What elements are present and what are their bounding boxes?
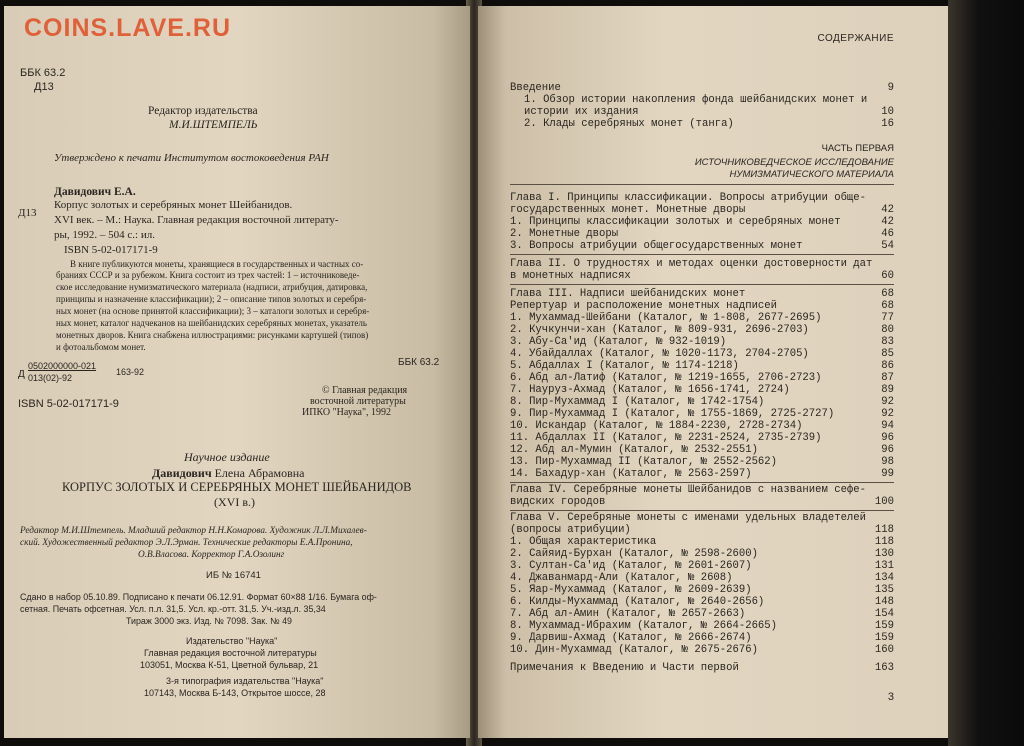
code-denominator: 013(02)-92 — [28, 373, 73, 383]
toc-row[interactable]: 2. Сайяид-Бурхан (Каталог, № 2598-2600) 130 — [510, 548, 894, 560]
toc-row[interactable]: Глава IV. Серебряные монеты Шейбанидов с названием сефе- — [510, 484, 867, 496]
divider — [510, 510, 894, 511]
bib-line-1: Корпус золотых и серебряных монет Шейбанидов. — [54, 199, 293, 211]
print-line-1: Сдано в набор 05.10.89. Подписано к печати 06.12.91. Формат 60×88 1/16. Бумага оф- — [20, 592, 377, 602]
part-title-1: ИСТОЧНИКОВЕДЧЕСКОЕ ИССЛЕДОВАНИЕ — [694, 157, 894, 168]
bib-line-3: ры, 1992. – 504 с.: ил. — [54, 229, 155, 241]
credits-line-1: Редактор М.И.Штемпель. Младший редактор Н.Н.Комарова. Художник Л.Л.Михалев- — [20, 526, 367, 536]
index-code: Д13 — [18, 207, 37, 219]
d13-code: Д13 — [34, 81, 54, 93]
toc-row[interactable]: 14. Бахадур-хан (Каталог, № 2563-2597) 99 — [510, 468, 894, 480]
toc-row[interactable]: 4. Убайдаллах (Каталог, № 1020-1173, 2704-2705) 85 — [510, 348, 894, 360]
toc-row[interactable]: 8. Пир-Мухаммад I (Каталог, № 1742-1754) 92 — [510, 396, 894, 408]
site-watermark: COINS.LAVE.RU — [24, 14, 231, 42]
toc-row[interactable]: 4. Джаванмард-Али (Каталог, № 2608) 134 — [510, 572, 894, 584]
toc-row[interactable]: 1. Обзор истории накопления фонда шейбанидских монет и — [524, 94, 868, 106]
toc-row[interactable]: 5. Яар-Мухаммад (Каталог, № 2609-2639) 135 — [510, 584, 894, 596]
toc-row[interactable]: Глава I. Принципы классификации. Вопросы атрибуции обще- — [510, 192, 867, 204]
print-line-3: Тираж 3000 экз. Изд. № 7098. Зак. № 49 — [126, 616, 292, 626]
typography-2: 107143, Москва Б-143, Открытое шоссе, 28 — [144, 688, 326, 698]
toc-row[interactable]: 10. Дин-Мухаммад (Каталог, № 2675-2676) 160 — [510, 644, 894, 656]
toc-row[interactable]: 2. Кучкунчи-хан (Каталог, № 809-931, 2696-2703) 80 — [510, 324, 894, 336]
isbn-2: ISBN 5-02-017171-9 — [18, 398, 119, 410]
book-title: КОРПУС ЗОЛОТЫХ И СЕРЕБРЯНЫХ МОНЕТ ШЕЙБАНИДОВ — [62, 480, 412, 494]
toc-row[interactable]: 10. Искандар (Каталог, № 1884-2230, 2728-2734) 94 — [510, 420, 894, 432]
toc-row[interactable]: 13. Пир-Мухаммад II (Каталог, № 2552-2562) 98 — [510, 456, 894, 468]
abstract-line-4: принципы и назначение классификации); 2 – описание типов золотых и серебря- — [56, 294, 367, 304]
right-page — [478, 6, 948, 738]
author-full — [152, 467, 304, 479]
toc-row[interactable]: в монетных надписях 60 — [510, 270, 894, 282]
toc-row[interactable]: Введение 9 — [510, 82, 894, 94]
author-short: Давидович Е.А. — [54, 186, 136, 198]
left-page — [4, 6, 470, 738]
code-d: Д — [18, 369, 25, 380]
copyright-3: ИПКО "Наука", 1992 — [302, 407, 392, 418]
author-surname: Давидович — [152, 466, 212, 480]
credits-line-2: ский. Художественный редактор Э.Л.Эрман. Технические редакторы Е.А.Пронина, — [20, 538, 353, 548]
scientific-edition: Научное издание — [184, 450, 270, 464]
editor-title: Редактор издательства — [148, 105, 258, 117]
toc-row[interactable]: 7. Науруз-Ахмад (Каталог, № 1656-1741, 2724) 89 — [510, 384, 894, 396]
toc-row[interactable]: 6. Килды-Мухаммад (Каталог, № 2640-2656) 148 — [510, 596, 894, 608]
credits-line-3: О.В.Власова. Корректор Г.А.Озолинг — [138, 550, 285, 560]
page-number: 3 — [887, 691, 894, 703]
toc-row[interactable]: истории их издания 10 — [524, 106, 894, 118]
abstract-line-6: ных монет, каталог надчеканов на шейбанидских серебряных монетах, указатель — [56, 318, 367, 328]
publisher-2: Главная редакция восточной литературы — [144, 648, 317, 658]
part-title-2: НУМИЗМАТИЧЕСКОГО МАТЕРИАЛА — [729, 169, 894, 180]
copyright-1: © Главная редакция — [322, 385, 408, 396]
toc-row[interactable]: 7. Абд ал-Амин (Каталог, № 2657-2663) 154 — [510, 608, 894, 620]
contents-header: СОДЕРЖАНИЕ — [817, 33, 894, 44]
bbk-code: ББК 63.2 — [20, 67, 66, 79]
ib-number: ИБ № 16741 — [206, 570, 261, 581]
toc-row[interactable]: 1. Мухаммад-Шейбани (Каталог, № 1-808, 2677-2695) 77 — [510, 312, 894, 324]
toc-row-notes[interactable]: Примечания к Введению и Части первой 163 — [510, 662, 894, 674]
bib-line-2: XVI век. – М.: Наука. Главная редакция восточной литерату- — [54, 214, 339, 226]
abstract-line-3: ское исследование нумизматического материала (надписи, атрибуция, датировка, — [56, 282, 368, 292]
publisher-3: 103051, Москва К-51, Цветной бульвар, 21 — [140, 660, 319, 670]
abstract-line-2: браниях СССР и за рубежом. Книга состоит из трех частей: 1 – источниковеде- — [56, 270, 360, 280]
divider — [510, 184, 894, 185]
toc-row[interactable]: 2. Монетные дворы 46 — [510, 228, 894, 240]
abstract-line-8: и фотоальбомом монет. — [56, 342, 146, 352]
toc-row[interactable]: 3. Вопросы атрибуции общегосударственных монет 54 — [510, 240, 894, 252]
code-numerator: 0502000000-021 — [28, 361, 97, 371]
toc-row[interactable]: Репертуар и расположение монетных надписей 68 — [510, 300, 894, 312]
toc-row[interactable]: 3. Абу-Са'ид (Каталог, № 932-1019) 83 — [510, 336, 894, 348]
approved-line: Утверждено к печати Институтом востоковедения РАН — [54, 152, 329, 164]
toc-row[interactable]: 6. Абд ал-Латиф (Каталог, № 1219-1655, 2706-2723) 87 — [510, 372, 894, 384]
author-given: Елена Абрамовна — [211, 466, 305, 480]
toc-row[interactable]: 12. Абд ал-Мумин (Каталог, № 2532-2551) 96 — [510, 444, 894, 456]
divider — [510, 284, 894, 285]
book-edge-shadow — [948, 0, 1024, 746]
toc-row[interactable]: 1. Общая характеристика 118 — [510, 536, 894, 548]
divider — [510, 482, 894, 483]
editor-name: М.И.ШТЕМПЕЛЬ — [169, 119, 258, 131]
toc-row[interactable]: 2. Клады серебряных монет (танга) 16 — [524, 118, 894, 130]
part-one-label: ЧАСТЬ ПЕРВАЯ — [821, 143, 894, 154]
toc-row[interactable]: государственных монет. Монетные дворы 42 — [510, 204, 894, 216]
bib-isbn: ISBN 5-02-017171-9 — [64, 244, 158, 256]
publisher-1: Издательство "Наука" — [186, 636, 278, 646]
toc-row[interactable]: 1. Принципы классификации золотых и серебряных монет 42 — [510, 216, 894, 228]
book-century: (XVI в.) — [214, 495, 255, 509]
abstract-line-5: ных монет (на основе принятой классификации); 3 – каталоги золотых и серебря- — [56, 306, 370, 316]
toc-row[interactable]: 3. Султан-Са'ид (Каталог, № 2601-2607) 131 — [510, 560, 894, 572]
copyright-2: восточной литературы — [310, 396, 406, 407]
toc-row[interactable]: Глава III. Надписи шейбанидских монет 68 — [510, 288, 894, 300]
toc-row[interactable]: 9. Пир-Мухаммад I (Каталог, № 1755-1869, 2725-2727) 92 — [510, 408, 894, 420]
toc-row[interactable]: Глава V. Серебряные монеты с именами удельных владетелей — [510, 512, 867, 524]
bbk-code-2: ББК 63.2 — [398, 357, 440, 368]
toc-row[interactable]: 9. Дарвиш-Ахмад (Каталог, № 2666-2674) 159 — [510, 632, 894, 644]
toc-row[interactable]: 8. Мухаммад-Ибрахим (Каталог, № 2664-2665) 159 — [510, 620, 894, 632]
toc-row[interactable]: (вопросы атрибуции) 118 — [510, 524, 894, 536]
code-right: 163-92 — [116, 367, 145, 377]
toc-row[interactable]: видских городов 100 — [510, 496, 894, 508]
print-line-2: сетная. Печать офсетная. Усл. п.л. 31,5. Усл. кр.-отт. 31,5. Уч.-изд.л. 35,34 — [20, 604, 326, 614]
toc-row[interactable]: 5. Абдаллах I (Каталог, № 1174-1218) 86 — [510, 360, 894, 372]
abstract-line-7: монетных дворов. Книга снабжена иллюстрациями: рисунками картушей (типов) — [56, 330, 369, 340]
abstract-line-1: В книге публикуются монеты, хранящиеся в государственных и частных со- — [70, 259, 364, 269]
toc-row[interactable]: Глава II. О трудностях и методах оценки достоверности дат — [510, 258, 873, 270]
divider — [510, 254, 894, 255]
toc-row[interactable]: 11. Абдаллах II (Каталог, № 2231-2524, 2735-2739) 96 — [510, 432, 894, 444]
typography-1: 3-я типография издательства "Наука" — [166, 676, 324, 686]
